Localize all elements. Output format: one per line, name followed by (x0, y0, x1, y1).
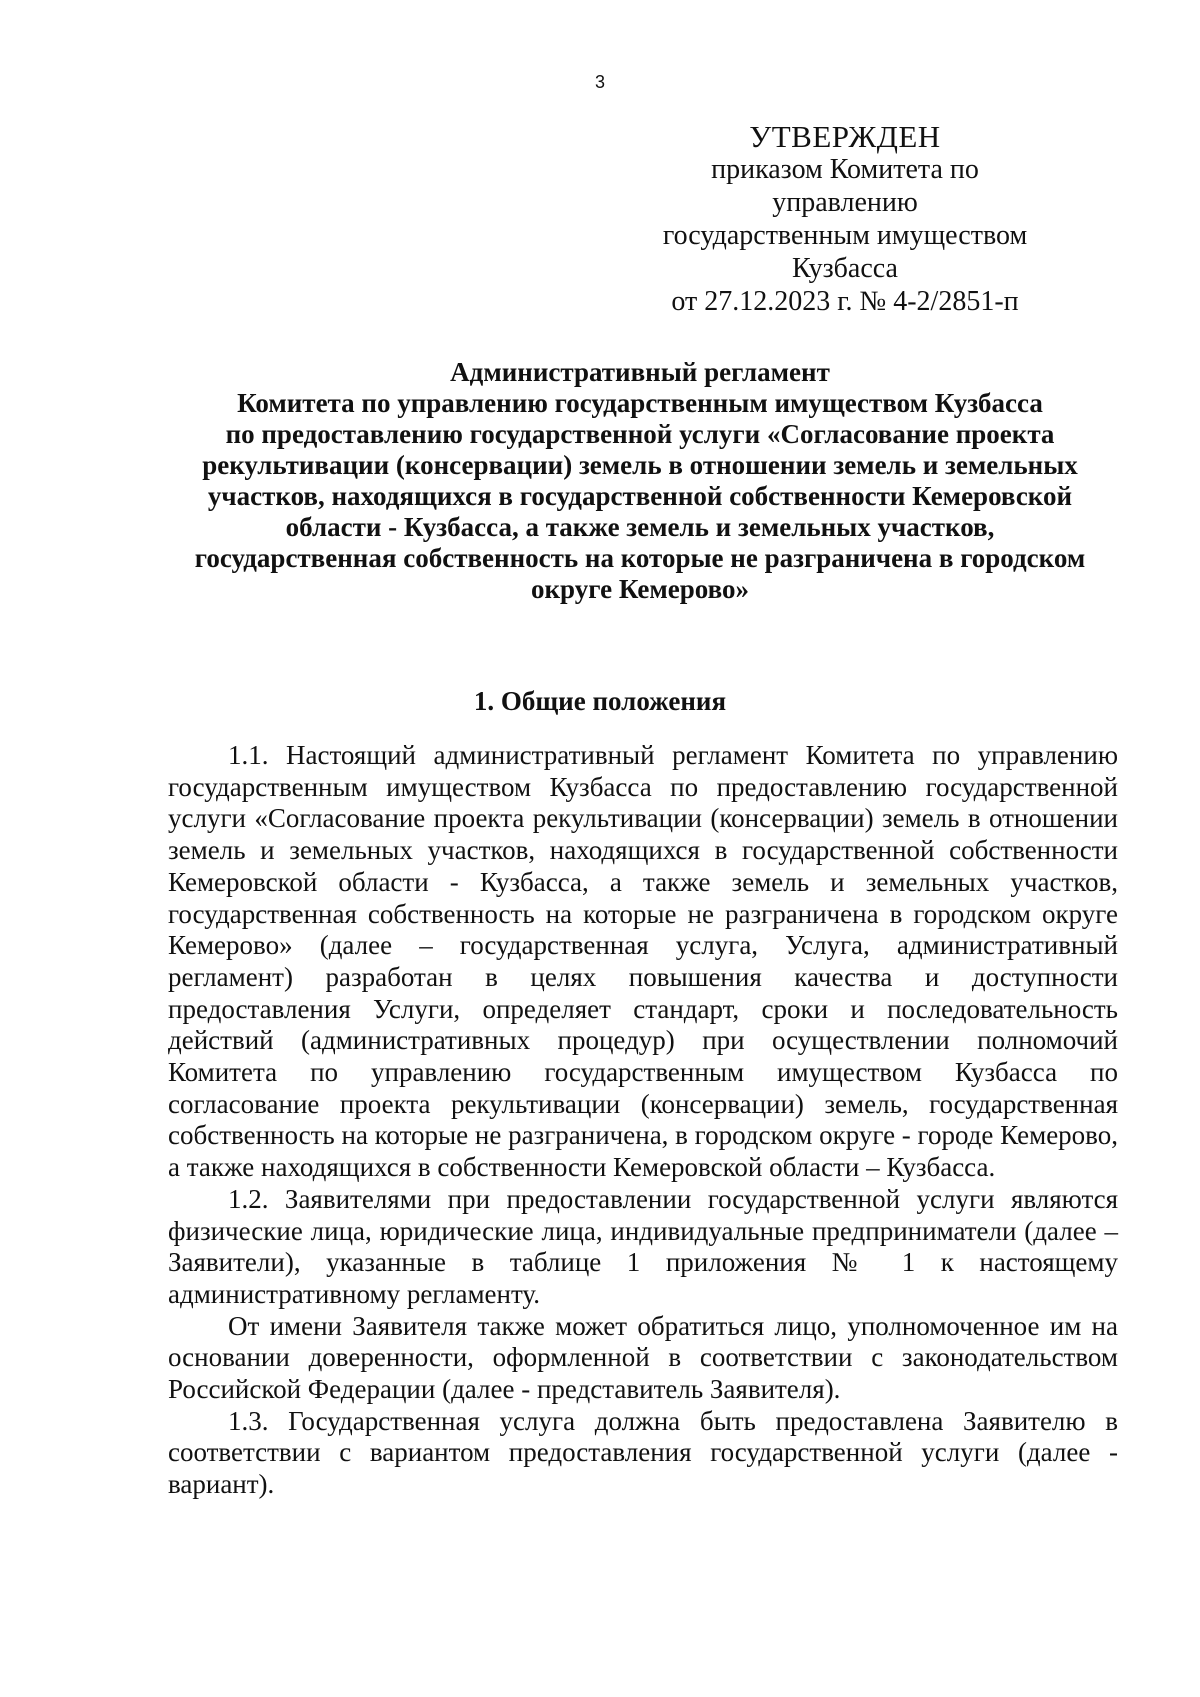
approval-date-number: от 27.12.2023 г. № 4-2/2851-п (671, 286, 1019, 317)
paragraph-representative: От имени Заявителя также может обратиться лицо, уполномоченное им на основании доверенности, оформленной в соответствии с законодательством Российской Федерации (далее - представитель Заявителя). (168, 1310, 1118, 1405)
title-line: округе Кемерово» (530, 574, 749, 604)
title-line: области - Кузбасса, а также земель и земельных участков, (285, 512, 995, 542)
title-line: рекультивации (консервации) земель в отношении земель и земельных (202, 450, 1078, 480)
document-title (150, 357, 1130, 605)
paragraph-1-2: 1.2. Заявителями при предоставлении государственной услуги являются физические лица, юридические лица, индивидуальные предприниматели (далее – Заявители), указанные в таблице 1 приложения № 1 к настоящему административному регламенту. (168, 1183, 1118, 1309)
title-line: государственная собственность на которые не разграничена в городском (194, 543, 1086, 573)
title-line: участков, находящихся в государственной собственности Кемеровской (207, 481, 1073, 511)
approval-heading: УТВЕРЖДЕН (749, 119, 941, 154)
paragraph-1-3: 1.3. Государственная услуга должна быть предоставлена Заявителю в соответствии с вариантом предоставления государственной услуги (далее - вариант). (168, 1405, 1118, 1500)
approval-line: Кузбасса (792, 253, 898, 284)
title-line: Административный регламент (450, 357, 830, 387)
title-line: Комитета по управлению государственным имуществом Кузбасса (237, 388, 1043, 418)
title-line: по предоставлению государственной услуги «Согласование проекта (225, 419, 1055, 449)
paragraph-1-1: 1.1. Настоящий административный регламент Комитета по управлению государственным имуществом Кузбасса по предоставлению государственной услуги «Согласование проекта рекультивации (консервации) земель в отношении земель и земельных участков, находящихся в государственной собственности Кемеровской области - Кузбасса, а также земель и земельных участков, государственная собственность на которые не разграничена в городском округе Кемерово» (далее – государственная услуга, Услуга, административный регламент) разработан в целях повышения качества и доступности предоставления Услуги, определяет стандарт, сроки и последовательность действий (административных процедур) при осуществлении полномочий Комитета по управлению государственным имуществом Кузбасса по согласование проекта рекультивации (консервации) земель, государственная собственность на которые не разграничена, в городском округе - городе Кемерово, а также находящихся в собственности Кемеровской области – Кузбасса. (168, 740, 1118, 1183)
approval-line: государственным имуществом (662, 220, 1028, 251)
section-heading: 1. Общие положения (473, 686, 727, 716)
approval-line: приказом Комитета по управлению (711, 154, 979, 218)
body-text (168, 740, 1118, 1501)
approval-stamp-block (640, 120, 1050, 318)
page-number: 3 (594, 72, 605, 92)
